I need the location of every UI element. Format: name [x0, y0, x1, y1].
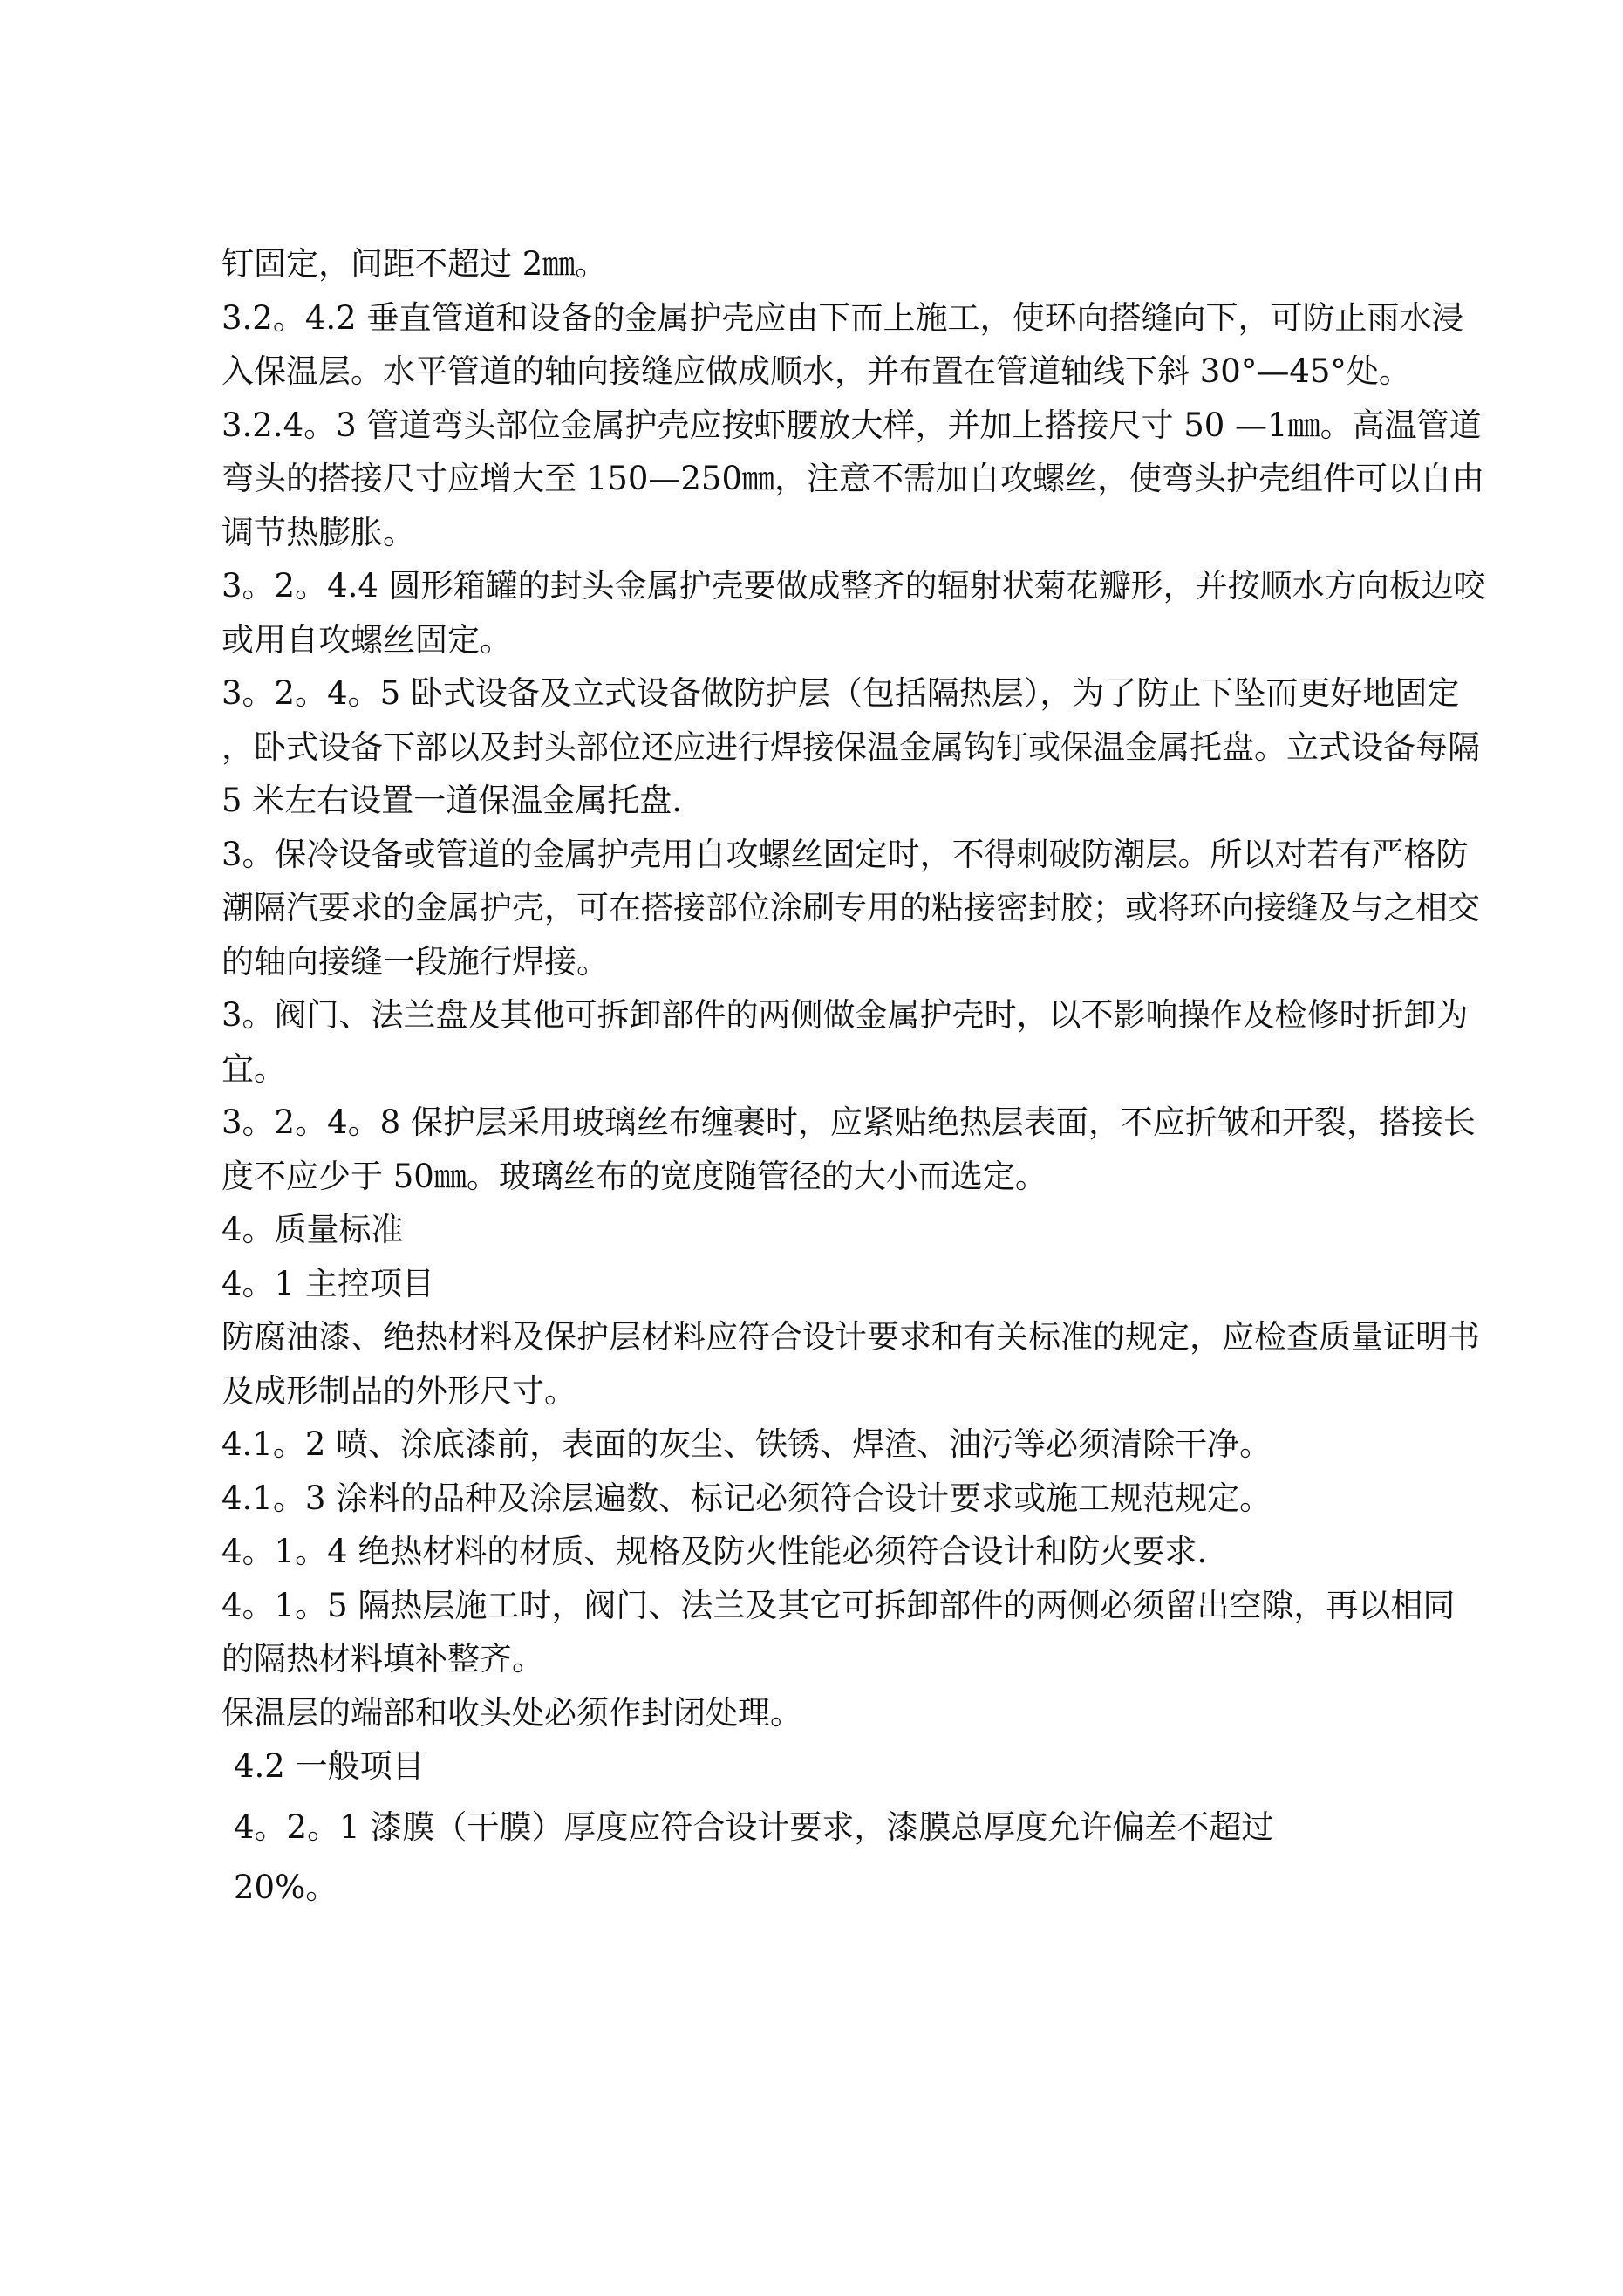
paragraph: 4。2。1 漆膜（干膜）厚度应符合设计要求，漆膜总厚度允许偏差不超过	[234, 1807, 1274, 1846]
paragraph: 3。2。4。5 卧式设备及立式设备做防护层（包括隔热层），为了防止下坠而更好地固定，卧式设备下部以及封头部位还应进行焊接保温金属钩钉或保温金属托盘。立式设备每隔 5 米左右设置一道保温金属托盘.	[222, 674, 1480, 819]
paragraph: 3.2。4.2 垂直管道和设备的金属护壳应由下而上施工，使环向搭缝向下，可防止雨水浸入保温层。水平管道的轴向接缝应做成顺水，并布置在管道轴线下斜 30°—45°处。	[222, 298, 1464, 390]
subsection-heading: 4.2 一般项目	[234, 1747, 425, 1785]
paragraph: 20%。	[234, 1869, 338, 1906]
paragraph: 防腐油漆、绝热材料及保护层材料应符合设计要求和有关标准的规定，应检查质量证明书及成形制品的外形尺寸。	[222, 1318, 1480, 1410]
document-body	[222, 237, 1486, 1915]
paragraph: 钉固定，间距不超过 2㎜。	[222, 245, 608, 283]
paragraph: 4。1。4 绝热材料的材质、规格及防火性能必须符合设计和防火要求.	[222, 1533, 1208, 1570]
paragraph: 4。1。5 隔热层施工时，阀门、法兰及其它可拆卸部件的两侧必须留出空隙，再以相同的隔热材料填补整齐。	[222, 1586, 1456, 1678]
paragraph: 3。阀门、法兰盘及其他可拆卸部件的两侧做金属护壳时，以不影响操作及检修时折卸为宜。	[222, 996, 1469, 1088]
paragraph: 保温层的端部和收头处必须作封闭处理。	[222, 1693, 802, 1732]
paragraph: 3。2。4。8 保护层采用玻璃丝布缠裹时，应紧贴绝热层表面，不应折皱和开裂，搭接长度不应少于 50㎜。玻璃丝布的宽度随管径的大小而选定。	[222, 1104, 1476, 1195]
paragraph: 3.2.4。3 管道弯头部位金属护壳应按虾腰放大样，并加上搭接尺寸 50 —1㎜。高温管道弯头的搭接尺寸应增大至 150—250㎜，注意不需加自攻螺丝，使弯头护壳组件可以自由调节热膨胀。	[222, 406, 1485, 551]
paragraph: 3。保冷设备或管道的金属护壳用自攻螺丝固定时，不得刺破防潮层。所以对若有严格防潮隔汽要求的金属护壳，可在搭接部位涂刷专用的粘接密封胶；或将环向接缝及与之相交的轴向接缝一段施行焊接。	[222, 835, 1480, 981]
subsection-heading: 4。1 主控项目	[222, 1264, 434, 1302]
section-heading: 4。质量标准	[222, 1211, 404, 1248]
paragraph: 4.1。2 喷、涂底漆前，表面的灰尘、铁锈、焊渣、油污等必须清除干净。	[222, 1425, 1272, 1463]
paragraph: 4.1。3 涂料的品种及涂层遍数、标记必须符合设计要求或施工规范规定。	[222, 1479, 1272, 1517]
paragraph: 3。2。4.4 圆形箱罐的封头金属护壳要做成整齐的辐射状菊花瓣形，并按顺水方向板边咬或用自攻螺丝固定。	[222, 567, 1486, 659]
